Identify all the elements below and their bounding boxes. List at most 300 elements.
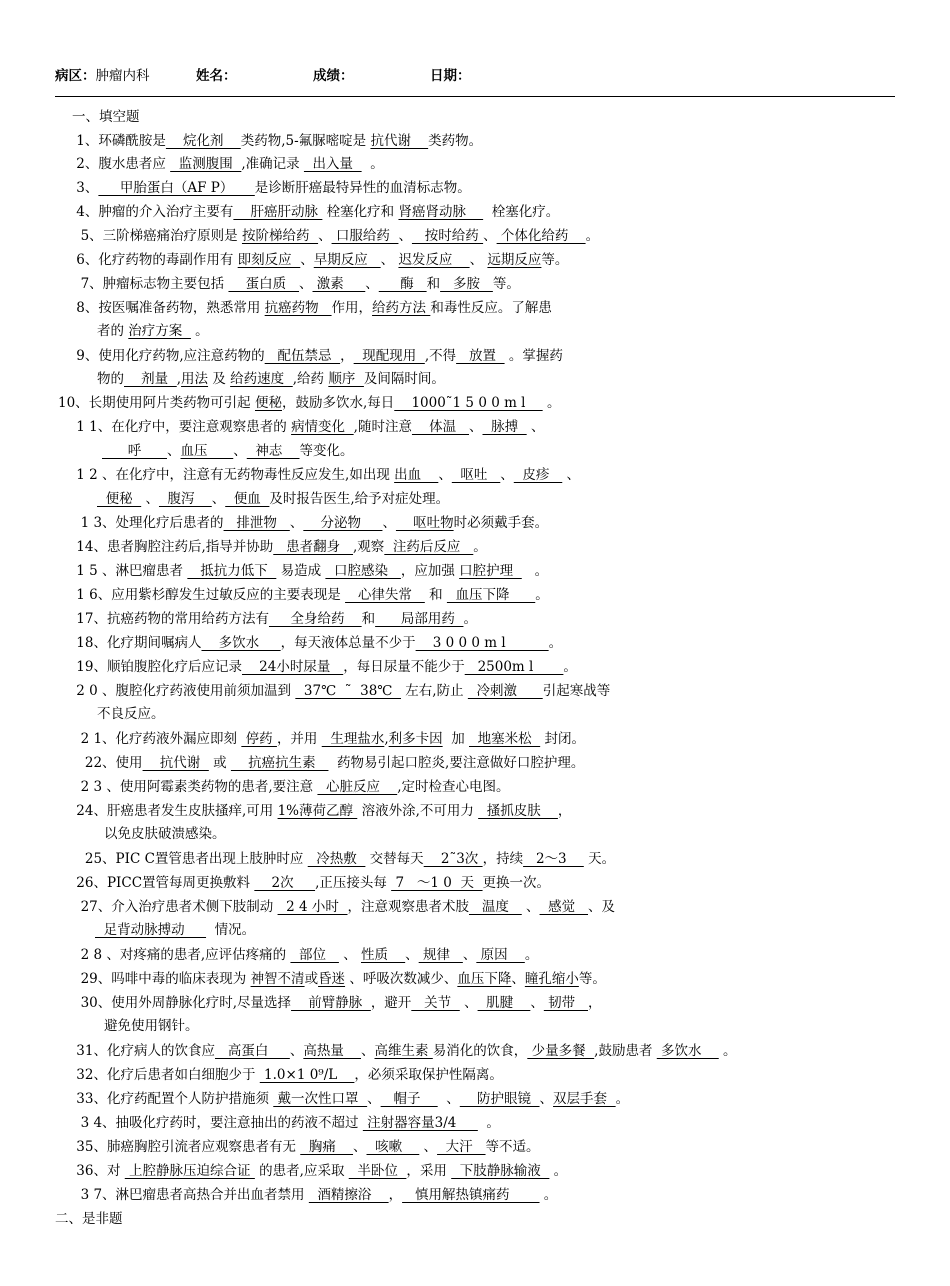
answer-blank: 原因 (476, 947, 525, 963)
question-line (72, 778, 509, 796)
question-text: 左右,防止 (400, 683, 468, 699)
question-text: ，鼓励多饮水,每日 (281, 395, 395, 411)
question-line (72, 1066, 503, 1084)
question-text: 。 (563, 659, 577, 675)
question-text: 、 (469, 252, 488, 268)
question-line (72, 179, 471, 197)
answer-blank: 胸痛 (300, 1139, 354, 1155)
answer-blank: 2次 (254, 875, 316, 891)
answer-blank: 排泄物 (223, 515, 290, 531)
answer-blank: 2 4 小时 (277, 899, 348, 915)
question-line (55, 1210, 123, 1228)
question-line (72, 802, 571, 820)
question-text: 33、化疗药配置个人防护措施须 (72, 1091, 274, 1107)
answer-blank: 激素 (312, 276, 366, 292)
question-text: 封闭。 (540, 731, 585, 747)
answer-blank: 按时给药 (411, 228, 484, 244)
answer-blank: 1000˜1 5 0 0 m l (394, 395, 543, 411)
question-line (72, 610, 477, 628)
answer-blank: 停药 (241, 731, 277, 747)
question-line (72, 108, 140, 126)
answer-blank: 半卧位 (348, 1163, 407, 1179)
question-text: 、及 (588, 899, 616, 915)
answer-blank: 注射器容量3/4 (362, 1115, 478, 1131)
question-text: ，采用 (406, 1163, 452, 1179)
question-text: 更换一次。 (482, 875, 551, 891)
question-line (72, 203, 559, 221)
question-text: 、 (367, 1091, 381, 1107)
answer-blank: 便血 (225, 491, 270, 507)
question-line (72, 466, 580, 484)
answer-blank: 给药方法 (372, 300, 431, 316)
answer-blank: 抗代谢 (142, 755, 209, 771)
question-text: 等不适。 (485, 1139, 540, 1155)
question-line (72, 850, 615, 868)
question-text: ，注意观察患者术肢 (347, 899, 469, 915)
answer-blank: 酶 (378, 276, 427, 292)
question-text: 、 (521, 899, 540, 915)
question-line (72, 132, 482, 150)
question-text: ,随时注意 (353, 419, 412, 435)
answer-blank: 大汗 (437, 1139, 486, 1155)
question-text: 1、环磷酰胺是 (72, 133, 166, 149)
question-text: 的患者,应采取 (254, 1163, 349, 1179)
score-label: 成绩： (313, 68, 354, 84)
answer-blank: 分泌物 (303, 515, 383, 531)
question-text: 、 (289, 1043, 304, 1059)
question-text: 溶液外涂,不可用力 (357, 803, 479, 819)
question-text: 35、肺癌胸腔引流者应观察患者有无 (72, 1139, 301, 1155)
answer-blank: 1.0×1 0⁹/L (259, 1067, 355, 1083)
question-text: 和 (424, 587, 447, 603)
question-text: 1 1、在化疗中，要注意观察患者的 (72, 419, 292, 435)
question-line (72, 275, 520, 293)
question-text: 。 (615, 1091, 630, 1107)
question-line (72, 299, 552, 317)
question-text: 、 (353, 1139, 367, 1155)
question-text: 天。 (583, 851, 616, 867)
question-text: 、 (500, 467, 514, 483)
question-text: 3、 (72, 180, 99, 196)
question-line (72, 970, 606, 988)
answer-blank: 肝癌肝动脉 (233, 204, 323, 220)
question-text: 26、PICC置管每周更换敷料 (72, 875, 255, 891)
question-text: 、 (483, 228, 497, 244)
question-text: 、 (539, 1091, 554, 1107)
answer-blank: 患者翻身 (273, 539, 354, 555)
answer-blank: 现配现用 (353, 348, 425, 364)
question-text: 、 (211, 491, 226, 507)
question-text: 10、长期使用阿片类药物可引起 (58, 395, 255, 411)
answer-blank: 脉搏 (482, 419, 527, 435)
question-text: 、 (299, 276, 313, 292)
question-line (97, 322, 209, 340)
answer-blank: 多饮水 (656, 1043, 719, 1059)
answer-blank: 蛋白质 (228, 276, 300, 292)
answer-blank: 治疗方案 (128, 323, 191, 339)
answer-blank: 即刻反应 (237, 252, 301, 268)
answer-blank: 烷化剂 (165, 133, 241, 149)
question-text: 等。 (541, 252, 569, 268)
name-label: 姓名： (196, 68, 237, 84)
question-text: 、 (438, 467, 452, 483)
answer-blank: 个体化给药 (496, 228, 586, 244)
question-line (72, 946, 538, 964)
answer-blank: 给药速度 (230, 371, 293, 387)
question-line (72, 251, 568, 269)
ward-field (55, 64, 150, 84)
answer-blank: 多饮水 (201, 635, 281, 651)
answer-blank: 血压下降 (446, 587, 536, 603)
question-text: 。 (535, 587, 549, 603)
question-text: 、 (318, 228, 332, 244)
question-text: ，并用 (276, 731, 322, 747)
answer-blank: 口服给药 (331, 228, 399, 244)
answer-blank: 出血 (394, 467, 439, 483)
question-line (72, 538, 487, 556)
question-text: 14、患者胸腔注药后,指导并协助 (72, 539, 274, 555)
question-text: 、 (419, 1139, 438, 1155)
answer-blank: 血压 (180, 443, 234, 459)
question-text: 2 0 、腹腔化疗药液使用前须加温到 (72, 683, 296, 699)
question-line (72, 586, 549, 604)
question-line (72, 1162, 567, 1180)
question-text: 及时报告医生,给予对症处理。 (269, 491, 450, 507)
question-text: ,准确记录 (241, 156, 304, 172)
answer-blank: 口腔感染 (325, 563, 401, 579)
answer-blank: 高热量 (303, 1043, 361, 1059)
date-label: 日期： (430, 68, 471, 84)
answer-blank: 病情变化 (291, 419, 354, 435)
question-text: 。 (521, 563, 549, 579)
answer-blank: 迟发反应 (398, 252, 470, 268)
question-text: 引起寒战等 (542, 683, 611, 699)
question-text: 、 (365, 276, 379, 292)
question-text: 情况。 (206, 922, 256, 938)
question-text: 。掌握药 (504, 348, 563, 364)
answer-blank: 高蛋白 (214, 1043, 290, 1059)
question-text: 25、PIC C置管患者出现上肢肿时应 (72, 851, 308, 867)
answer-blank: 1%薄荷乙醇 (277, 803, 358, 819)
answer-blank: 剂量 (124, 371, 177, 387)
question-text: 17、抗癌药物的常用给药方法有 (72, 611, 269, 627)
question-text: ,给药 (292, 371, 329, 387)
question-line (97, 705, 165, 723)
answer-blank: 抗代谢 (370, 133, 429, 149)
answer-blank: 2˜3次 (423, 851, 483, 867)
question-text: 。 (718, 1043, 737, 1059)
question-text: 和 (361, 611, 376, 627)
question-text: 5、三阶梯癌痛治疗原则是 (72, 228, 242, 244)
answer-blank: 2500m l (464, 659, 564, 675)
question-text: 、 (338, 947, 361, 963)
answer-blank: 搔抓皮肤 (478, 803, 558, 819)
question-line (97, 490, 449, 508)
question-line (104, 1017, 199, 1035)
answer-blank: 抗癌抗生素 (230, 755, 329, 771)
answer-blank: 关节 (411, 995, 460, 1011)
question-text: 18、化疗期间嘱病人 (72, 635, 202, 651)
question-text: 、 (167, 443, 181, 459)
question-text: 易造成 (276, 563, 326, 579)
question-text: 类药物。 (428, 133, 483, 149)
answer-blank: 温度 (469, 899, 522, 915)
question-text: 36、对 (72, 1163, 125, 1179)
question-text: 9、使用化疗药物,应注意药物的 (72, 348, 265, 364)
question-line (72, 730, 585, 748)
question-text: 、 (289, 515, 304, 531)
question-text: 6、化疗药物的毒副作用有 (72, 252, 238, 268)
answer-blank: 顺序 (328, 371, 364, 387)
question-line (72, 1186, 557, 1204)
question-line (72, 562, 548, 580)
answer-blank: 冷刺激 (467, 683, 543, 699)
exam-header (55, 64, 895, 98)
answer-blank: 7 ～1 0 天 (391, 875, 483, 891)
question-text: 1 2 、在化疗中，注意有无药物毒性反应发生,如出现 (72, 467, 395, 483)
question-text: 30、使用外周静脉化疗时,尽量选择 (72, 995, 292, 1011)
answer-blank: 高维生素 (374, 1043, 433, 1059)
question-text: ， (557, 803, 572, 819)
answer-blank: 局部用药 (375, 611, 464, 627)
answer-blank: 少量多餐 (527, 1043, 595, 1059)
answer-blank: 防护眼镜 (459, 1091, 540, 1107)
answer-blank: 多胺 (440, 276, 493, 292)
answer-blank: 利多卡因 (388, 731, 443, 747)
question-text: 24、肝癌患者发生皮肤搔痒,可用 (72, 803, 278, 819)
answer-blank: 感觉 (539, 899, 589, 915)
question-text: 4、肿瘤的介入治疗主要有 (72, 204, 234, 220)
question-text: ,定时检查心电图。 (397, 779, 510, 795)
answer-blank: 注药后反应 (384, 539, 474, 555)
question-line (58, 394, 560, 412)
question-line (72, 994, 602, 1012)
question-text: 。 (549, 1163, 568, 1179)
question-text: 栓塞化疗。 (483, 204, 560, 220)
question-text: 7、肿瘤标志物主要包括 (72, 276, 229, 292)
question-text: 32、化疗后患者如白细胞少于 (72, 1067, 260, 1083)
answer-blank: 便秘 (97, 491, 142, 507)
answer-blank: 瞳孔缩小 (524, 971, 579, 987)
question-line (72, 658, 577, 676)
question-text: ， (340, 348, 354, 364)
question-text: 、 (361, 1043, 375, 1059)
answer-blank: 昏迷 (318, 971, 346, 987)
question-text: 8、按医嘱准备药物，熟悉常用 (72, 300, 265, 316)
answer-blank: 肌腱 (477, 995, 531, 1011)
answer-blank: 3 0 0 0 m l (415, 635, 549, 651)
answer-blank: 生理盐水 (321, 731, 385, 747)
question-text: 、 (469, 419, 483, 435)
answer-blank: 按阶梯给药 (241, 228, 319, 244)
question-line (72, 155, 384, 173)
question-text: 2、腹水患者应 (72, 156, 171, 172)
answer-blank: 前臂静脉 (291, 995, 371, 1011)
answer-blank: 口腔护理 (459, 563, 522, 579)
question-text: 。 (524, 947, 539, 963)
ward-value: 肿瘤内科 (95, 68, 150, 84)
question-text: 、 (562, 467, 581, 483)
answer-blank: 神志 (246, 443, 300, 459)
question-text: 。 (585, 228, 600, 244)
question-text: 27、介入治疗患者术侧下肢制动 (72, 899, 278, 915)
answer-blank: 37℃ ˜ 38℃ (295, 683, 401, 699)
question-text: 2 1、化疗药液外漏应即刻 (72, 731, 242, 747)
answer-blank: 出入量 (303, 156, 362, 172)
question-line (72, 874, 550, 892)
header-rule (55, 96, 895, 97)
question-text: 。 (190, 323, 209, 339)
question-text: ，每日尿量不能少于 (343, 659, 465, 675)
question-text: 、呼吸次数减少、 (345, 971, 458, 987)
question-text: 者的 (97, 323, 129, 339)
question-text: 及 (208, 371, 231, 387)
question-text: 19、顺铂腹腔化疗后应记录 (72, 659, 242, 675)
answer-blank: 2～3 (523, 851, 584, 867)
answer-blank: 便秘 (254, 395, 282, 411)
question-text: ，避开 (370, 995, 412, 1011)
answer-blank: 呕吐 (451, 467, 501, 483)
question-text: 3 7、淋巴瘤患者高热合并出血者禁用 (72, 1187, 309, 1203)
question-text: 。 (477, 1115, 500, 1131)
question-text: 。 (473, 539, 487, 555)
question-text: 2 8 、对疼痛的患者,应评估疼痛的 (72, 947, 291, 963)
answer-blank: 咳嗽 (366, 1139, 420, 1155)
question-text: 易消化的饮食， (432, 1043, 528, 1059)
answer-blank: 体温 (411, 419, 469, 435)
question-text: 。 (542, 395, 561, 411)
question-text: ，必须采取保护性隔离。 (354, 1067, 503, 1083)
question-text: 、 (233, 443, 247, 459)
question-text: 、 (459, 995, 478, 1011)
question-text: 物的 (97, 371, 124, 387)
question-line (72, 682, 610, 700)
question-line (72, 1138, 540, 1156)
answer-blank: 上腔静脉压迫综合证 (124, 1163, 255, 1179)
answer-blank: 呼 (102, 443, 167, 459)
question-text: 、 (405, 947, 419, 963)
question-line (72, 898, 615, 916)
question-line (104, 825, 226, 843)
question-text: 或 (208, 755, 231, 771)
question-text: 及间隔时间。 (363, 371, 445, 387)
answer-blank: 韧带 (543, 995, 588, 1011)
question-text: ， (388, 1187, 403, 1203)
question-text: 。 (463, 611, 477, 627)
answer-blank: 地塞米松 (469, 731, 541, 747)
question-text: 、 (437, 1091, 460, 1107)
answer-blank: 远期反应 (487, 252, 542, 268)
question-line (72, 514, 548, 532)
question-text: 。 (548, 635, 563, 651)
answer-blank: 皮疹 (513, 467, 563, 483)
question-text: 。 (539, 1187, 558, 1203)
question-line (97, 370, 445, 388)
answer-blank: 性质 (361, 947, 406, 963)
question-text: 作用， (331, 300, 373, 316)
answer-blank: 早期反应 (313, 252, 381, 268)
question-text: 一、填空题 (72, 109, 140, 125)
answer-blank: 戴一次性口罩 (273, 1091, 368, 1107)
question-text: 栓塞化疗和 (322, 204, 399, 220)
answer-blank: 心律失常 (345, 587, 425, 603)
question-text: 类药物,5-氟脲嘧啶是 (240, 133, 371, 149)
question-text: 、 (141, 491, 159, 507)
answer-blank: 心脏反应 (317, 779, 398, 795)
question-text: ，每天液体总量不少于 (280, 635, 416, 651)
question-text: 等变化。 (299, 443, 354, 459)
answer-blank: 双层手套 (553, 1091, 616, 1107)
answer-blank: 部位 (290, 947, 339, 963)
answer-blank: 慎用解热镇痛药 (402, 1187, 540, 1203)
question-text: 3 4、抽吸化疗药时，要注意抽出的药液不超过 (72, 1115, 363, 1131)
question-text: 、 (382, 515, 396, 531)
question-text: 22、使用 (72, 755, 143, 771)
question-text: 、 (398, 228, 412, 244)
question-text: 避免使用钢针。 (104, 1018, 199, 1034)
question-text: 29、吗啡中毒的临床表现为 (72, 971, 251, 987)
question-text: 、 (380, 252, 399, 268)
question-text: ,观察 (353, 539, 385, 555)
question-text: 1 3、处理化疗后患者的 (72, 515, 224, 531)
question-text: 药物易引起口腔炎,要注意做好口腔护理。 (328, 755, 585, 771)
question-line (72, 1090, 629, 1108)
answer-blank: 呕吐物 (395, 515, 454, 531)
question-text: 、 (526, 419, 545, 435)
question-text: ,鼓励患者 (594, 1043, 657, 1059)
question-text: 二、是非题 (55, 1211, 123, 1227)
question-text: ,不得 (424, 348, 457, 364)
answer-blank: 神智不清 (250, 971, 305, 987)
question-line (72, 634, 562, 652)
question-text: 和 (426, 276, 441, 292)
answer-blank: 肾癌肾动脉 (398, 204, 484, 220)
answer-blank: 监测腹围 (170, 156, 242, 172)
question-text: 31、化疗病人的饮食应 (72, 1043, 215, 1059)
answer-blank: 足背动脉搏动 (95, 922, 207, 938)
question-text: 等。 (492, 276, 520, 292)
answer-blank: 帽子 (380, 1091, 438, 1107)
answer-blank: 血压下降 (457, 971, 512, 987)
question-line (72, 754, 584, 772)
question-text: 时必须戴手套。 (453, 515, 549, 531)
answer-blank: 抗癌药物 (264, 300, 332, 316)
question-line (95, 921, 255, 939)
answer-blank: 规律 (418, 947, 463, 963)
question-text: 、 (462, 947, 477, 963)
question-text: 、 (511, 971, 525, 987)
question-text: ,正压接头每 (315, 875, 392, 891)
answer-blank: 用法 (181, 371, 209, 387)
answer-blank: 全身给药 (268, 611, 362, 627)
answer-blank: 腹泻 (158, 491, 212, 507)
question-line (102, 442, 354, 460)
answer-blank: 甲胎蛋白（AF P） (98, 180, 255, 196)
answer-blank: 下肢静脉输液 (451, 1163, 550, 1179)
question-text: 等。 (578, 971, 606, 987)
question-line (72, 1114, 500, 1132)
question-text: ， (588, 995, 602, 1011)
question-line (72, 347, 563, 365)
question-line (72, 418, 544, 436)
question-text: 交替每天 (365, 851, 424, 867)
question-text: 、 (300, 252, 314, 268)
question-text: 1 6、应用紫杉醇发生过敏反应的主要表现是 (72, 587, 346, 603)
answer-blank: 配伍禁忌 (264, 348, 341, 364)
question-text: , (384, 731, 389, 747)
question-text: , (176, 371, 182, 387)
question-text: 1 5 、淋巴瘤患者 (72, 563, 188, 579)
